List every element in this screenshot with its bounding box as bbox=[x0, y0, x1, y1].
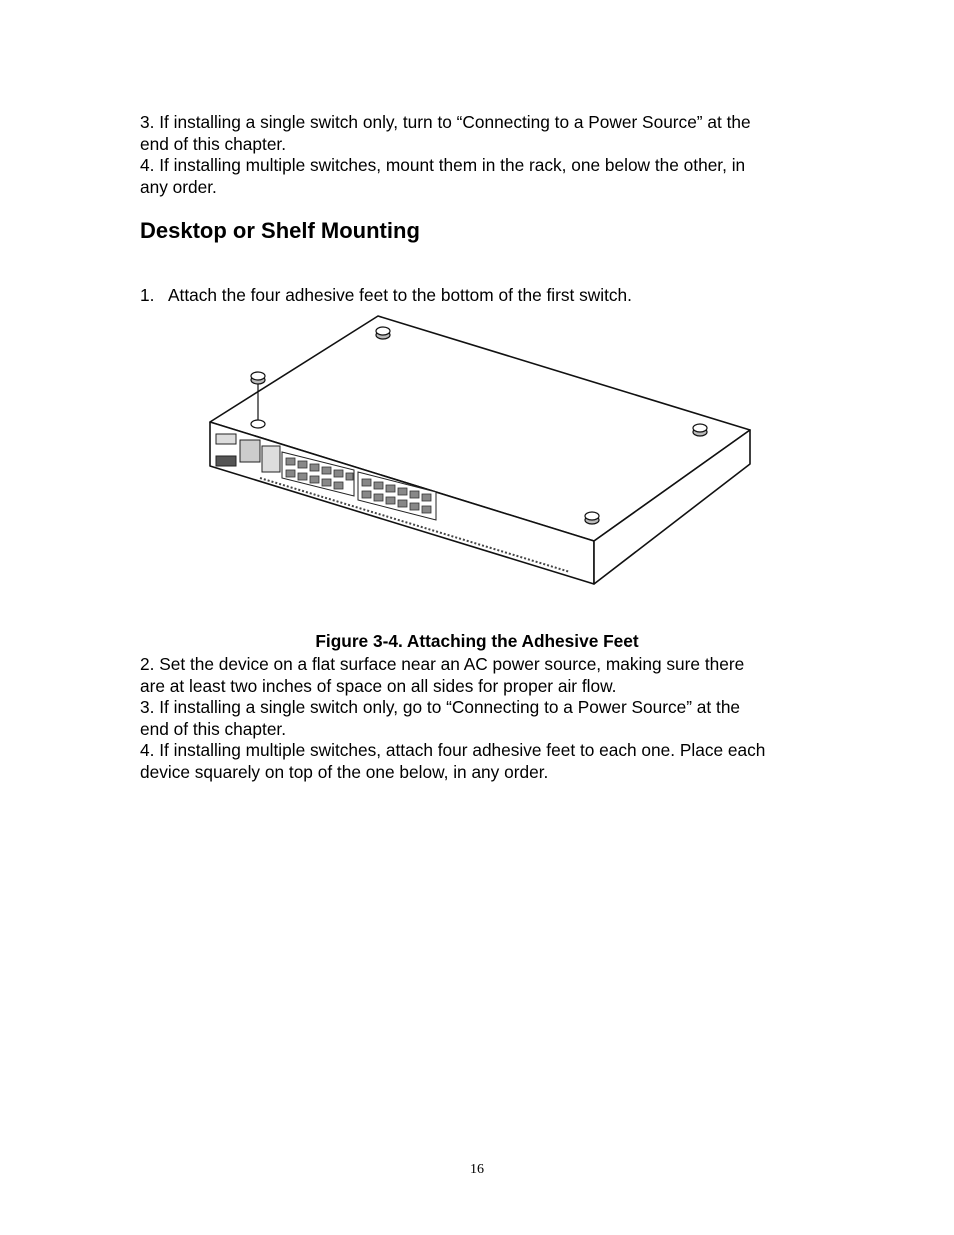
section-heading: Desktop or Shelf Mounting bbox=[140, 218, 420, 243]
text-line: end of this chapter. bbox=[140, 718, 287, 739]
top-paragraph bbox=[140, 112, 830, 198]
switch-illustration bbox=[190, 310, 764, 632]
text-line: 2. Set the device on a flat surface near an AC power source, making sure there bbox=[140, 654, 745, 674]
step-number: 1. bbox=[140, 285, 155, 305]
text-line: 3. If installing a single switch only, turn to “Connecting to a Power Source” at the bbox=[140, 112, 751, 132]
text-line: end of this chapter. bbox=[140, 133, 287, 154]
figure-caption: Figure 3-4. Attaching the Adhesive Feet bbox=[315, 631, 639, 651]
bottom-paragraph bbox=[140, 654, 830, 783]
text-line: 4. If installing multiple switches, attach four adhesive feet to each one. Place each bbox=[140, 740, 766, 760]
text-line: 4. If installing multiple switches, mount them in the rack, one below the other, in bbox=[140, 155, 746, 175]
text-line: are at least two inches of space on all sides for proper air flow. bbox=[140, 675, 617, 696]
adhesive-foot bbox=[376, 327, 390, 339]
step-1 bbox=[140, 285, 632, 307]
page-number: 16 bbox=[470, 1162, 484, 1177]
adhesive-foot bbox=[585, 512, 599, 524]
text-line: device squarely on top of the one below, in any order. bbox=[140, 761, 549, 782]
adhesive-foot bbox=[693, 424, 707, 436]
step-text: Attach the four adhesive feet to the bottom of the first switch. bbox=[168, 285, 632, 305]
text-line: 3. If installing a single switch only, go to “Connecting to a Power Source” at the bbox=[140, 697, 741, 717]
text-line: any order. bbox=[140, 176, 217, 197]
